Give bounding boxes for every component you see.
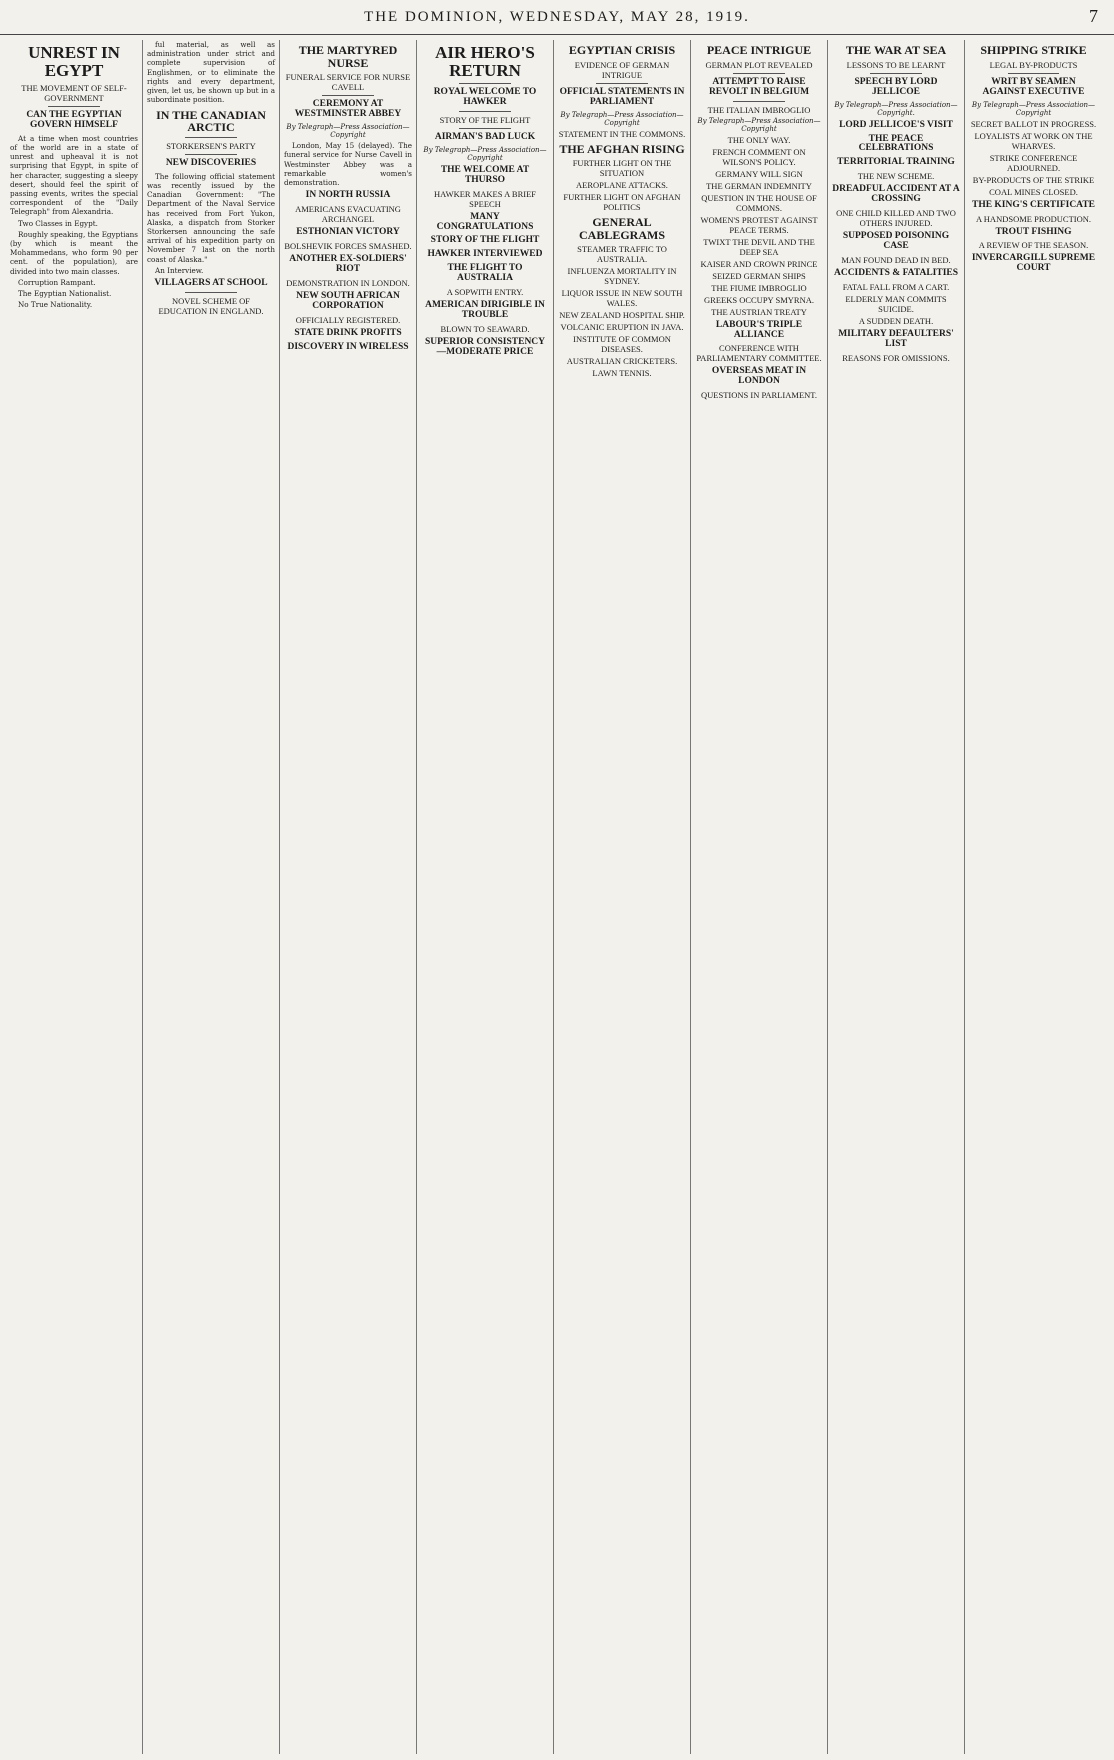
paragraph: No True Nationality. [18,300,93,310]
subheading: A REVIEW OF THE SEASON. [978,240,1089,251]
subheading: THE GERMAN INDEMNITY [706,180,812,191]
subheading: FRENCH COMMENT ON WILSON'S POLICY. [712,146,806,167]
headline: OVERSEAS MEAT IN LONDON [711,366,807,387]
subheading: WOMEN'S PROTEST AGAINST PEACE TERMS. [700,214,818,235]
column-7 [828,40,965,1754]
subheading: OFFICIALLY REGISTERED. [295,315,401,326]
headline: THE WAR AT SEA [845,43,947,57]
subheading: LOYALISTS AT WORK ON THE WHARVES. [974,130,1093,151]
headline: CAN THE EGYPTIAN GOVERN HIMSELF [26,109,122,130]
headline: SPEECH BY LORD JELLICOE [854,76,938,97]
headline: THE PEACE CELEBRATIONS [858,133,934,154]
subheading: AUSTRALIAN CRICKETERS. [566,356,678,367]
headline: DISCOVERY IN WIRELESS [287,342,409,352]
subheading: STATEMENT IN THE COMMONS. [558,128,686,139]
subheading: A SUDDEN DEATH. [858,316,934,327]
subheading: COAL MINES CLOSED. [989,186,1078,197]
subheading: TWIXT THE DEVIL AND THE DEEP SEA [703,236,815,257]
divider [185,154,236,155]
subheading: FATAL FALL FROM A CART. [842,282,950,293]
subheading: VOLCANIC ERUPTION IN JAVA. [560,322,684,333]
divider [48,106,99,107]
headline: ROYAL WELCOME TO HAWKER [433,86,537,107]
subheading: KAISER AND CROWN PRINCE [700,258,818,269]
paragraph: The following official statement was recently issued by the Canadian Government: "The Department of the Naval Service has received from Fort Yukon, Alaska, a dispatch from Storker Storkersen announcing the safe arrival of his expedition party on November 7 last on the north coast of Alaska." [147,171,275,264]
subheading: BY-PRODUCTS OF THE STRIKE [972,174,1095,185]
subheading: SECRET BALLOT IN PROGRESS. [970,118,1097,129]
subheading: SEIZED GERMAN SHIPS [712,270,806,281]
divider [733,73,784,74]
subheading: GREEKS OCCUPY SMYRNA. [704,294,814,305]
subheading: HAWKER MAKES A BRIEF SPEECH [433,188,537,209]
headline: SUPPOSED POISONING CASE [842,231,950,252]
subheading: STRIKE CONFERENCE ADJOURNED. [989,152,1078,173]
subheading: THE AUSTRIAN TREATY [711,306,807,317]
subheading: INSTITUTE OF COMMON DISEASES. [573,334,671,355]
subheading: LIQUOR ISSUE IN NEW SOUTH WALES. [561,288,683,309]
divider [870,73,921,74]
subheading: BOLSHEVIK FORCES SMASHED. [284,241,412,252]
subheading: LESSONS TO BE LEARNT [846,59,946,70]
subheading: QUESTIONS IN PARLIAMENT. [701,390,817,401]
subheading: ONE CHILD KILLED AND TWO OTHERS INJURED. [836,208,956,229]
dateline: By Telegraph—Press Association—Copyright [286,123,410,140]
dateline: By Telegraph—Press Association—Copyright [697,116,821,133]
headline: EGYPTIAN CRISIS [568,43,676,57]
subheading: FURTHER LIGHT ON THE SITUATION [572,158,672,179]
divider [459,111,510,112]
dateline: By Telegraph—Press Association—Copyright [423,145,547,162]
headline: THE FLIGHT TO AUSTRALIA [447,263,523,284]
headline: AMERICAN DIRIGIBLE IN TROUBLE [425,300,545,321]
subheading: NEW ZEALAND HOSPITAL SHIP. [559,310,685,321]
headline: CEREMONY AT WESTMINSTER ABBEY [294,99,402,120]
subheading: REASONS FOR OMISSIONS. [842,353,950,364]
masthead-title: THE DOMINION, WEDNESDAY, MAY 28, 1919. [364,8,750,25]
headline: UNREST IN EGYPT [28,43,120,80]
subheading: A SOPWITH ENTRY. [446,287,524,298]
page-number: 7 [1089,6,1100,26]
headline: PEACE INTRIGUE [706,43,812,57]
paragraph: London, May 15 (delayed). The funeral service for Nurse Cavell in Westminster Abbey was a remarkable women's demonstration. [284,141,412,187]
subheading: EVIDENCE OF GERMAN INTRIGUE [574,59,670,80]
divider [459,83,510,84]
headline: THE MARTYRED NURSE [298,43,398,70]
headline: OFFICIAL STATEMENTS IN PARLIAMENT [559,86,685,107]
dateline: By Telegraph—Press Association—Copyright [971,100,1096,117]
divider [596,83,647,84]
divider [185,292,236,293]
dateline: By Telegraph—Press Association—Copyright. [834,100,958,117]
divider [322,95,373,96]
headline: MILITARY DEFAULTERS' LIST [838,329,954,350]
subheading: STORY OF THE FLIGHT [439,114,531,125]
column-1 [6,40,143,1754]
headline: LABOUR'S TRIPLE ALLIANCE [715,319,803,340]
paragraph: Roughly speaking, the Egyptians (by which is meant the Mohammedans, who form 90 per cent. of the population), are divided into two main classes. [10,229,138,276]
headline: HAWKER INTERVIEWED [427,249,543,260]
subheading: INFLUENZA MORTALITY IN SYDNEY. [567,266,677,287]
headline: NEW DISCOVERIES [165,157,257,168]
headline: SHIPPING STRIKE [980,43,1087,57]
paragraph: An Interview. [155,265,204,275]
subheading: FURTHER LIGHT ON AFGHAN POLITICS [563,192,681,213]
subheading: QUESTION IN THE HOUSE OF COMMONS. [701,192,817,213]
headline: NEW SOUTH AFRICAN CORPORATION [296,291,400,312]
subheading: BLOWN TO SEAWARD. [440,324,530,335]
subheading: THE ONLY WAY. [727,134,791,145]
subheading: FUNERAL SERVICE FOR NURSE CAVELL [285,72,411,93]
subheading: DEMONSTRATION IN LONDON. [286,278,410,289]
subheading: AMERICANS EVACUATING ARCHANGEL [295,204,401,225]
headline: STATE DRINK PROFITS [294,328,402,339]
paragraph: Corruption Rampant. [18,277,96,287]
headline: GENERAL CABLEGRAMS [578,215,665,242]
headline: MANY CONGRATULATIONS [436,211,534,232]
divider [459,128,510,129]
column-2 [143,40,280,1754]
headline: DREADFUL ACCIDENT AT A CROSSING [832,184,960,205]
subheading: MAN FOUND DEAD IN BED. [841,255,951,266]
subheading: STEAMER TRAFFIC TO AUSTRALIA. [577,244,667,265]
subheading: GERMANY WILL SIGN [715,168,803,179]
headline: STORY OF THE FLIGHT [430,235,540,246]
column-3 [280,40,417,1754]
headline: IN THE CANADIAN ARCTIC [156,107,266,135]
column-6 [691,40,828,1754]
divider [1008,73,1060,74]
headline: THE KING'S CERTIFICATE [971,199,1096,210]
subheading: NOVEL SCHEME OF EDUCATION IN ENGLAND. [158,296,264,317]
dateline: By Telegraph—Press Association—Copyright [560,110,684,127]
subheading: THE ITALIAN IMBROGLIO [707,104,811,115]
headline: VILLAGERS AT SCHOOL [154,278,268,289]
headline: ACCIDENTS & FATALITIES [833,268,959,279]
headline: ATTEMPT TO RAISE REVOLT IN BELGIUM [708,76,810,97]
subheading: A HANDSOME PRODUCTION. [976,213,1091,224]
masthead [0,0,1114,35]
headline: INVERCARGILL SUPREME COURT [971,253,1096,274]
subheading: LAWN TENNIS. [592,368,652,379]
headline: THE WELCOME AT THURSO [440,164,530,185]
headline: THE AFGHAN RISING [559,141,685,156]
column-5 [554,40,691,1754]
headline: SUPERIOR CONSISTENCY—MODERATE PRICE [424,337,546,358]
subheading: CONFERENCE WITH PARLIAMENTARY COMMITTEE. [696,343,822,364]
divider [185,137,236,138]
headline: AIRMAN'S BAD LUCK [434,131,536,142]
column-4 [417,40,554,1754]
divider [733,101,784,102]
headline: AIR HERO'S RETURN [435,43,535,80]
headline: ESTHONIAN VICTORY [296,227,400,238]
subheading: LEGAL BY-PRODUCTS [989,59,1078,70]
subheading: ELDERLY MAN COMMITS SUICIDE. [845,294,947,315]
subheading: AEROPLANE ATTACKS. [576,180,668,191]
paragraph: Two Classes in Egypt. [18,218,98,228]
paragraph: At a time when most countries of the world are in a state of unrest and upheaval it is not surprising that Egypt, in spite of her character, suggesting a sleepy desert, should feel the spirit of passing events, writes the special correspondent of the "Daily Telegraph" from Alexandria. [10,133,138,217]
headline: TERRITORIAL TRAINING [837,157,955,168]
columns [6,40,1108,1754]
headline: TROUT FISHING [995,226,1072,237]
headline: ANOTHER EX-SOLDIERS' RIOT [289,254,407,275]
subheading: THE FIUME IMBROGLIO [711,282,807,293]
subheading: THE NEW SCHEME. [857,171,935,182]
paragraph: The Egyptian Nationalist. [18,289,112,299]
paragraph: ful material, as well as administration under strict and complete supervision of Englishmen, or to eliminate the rights and every department, given, let us, be shown up but in a subordinate position. [147,40,275,105]
headline: WRIT BY SEAMEN AGAINST EXECUTIVE [982,76,1085,97]
headline: LORD JELLICOE'S VISIT [839,119,953,130]
subheading: THE MOVEMENT OF SELF-GOVERNMENT [21,82,127,103]
subheading: STORKERSEN'S PARTY [166,140,256,151]
column-8 [965,40,1102,1754]
subheading: GERMAN PLOT REVEALED [705,59,813,70]
headline: IN NORTH RUSSIA [305,190,391,201]
